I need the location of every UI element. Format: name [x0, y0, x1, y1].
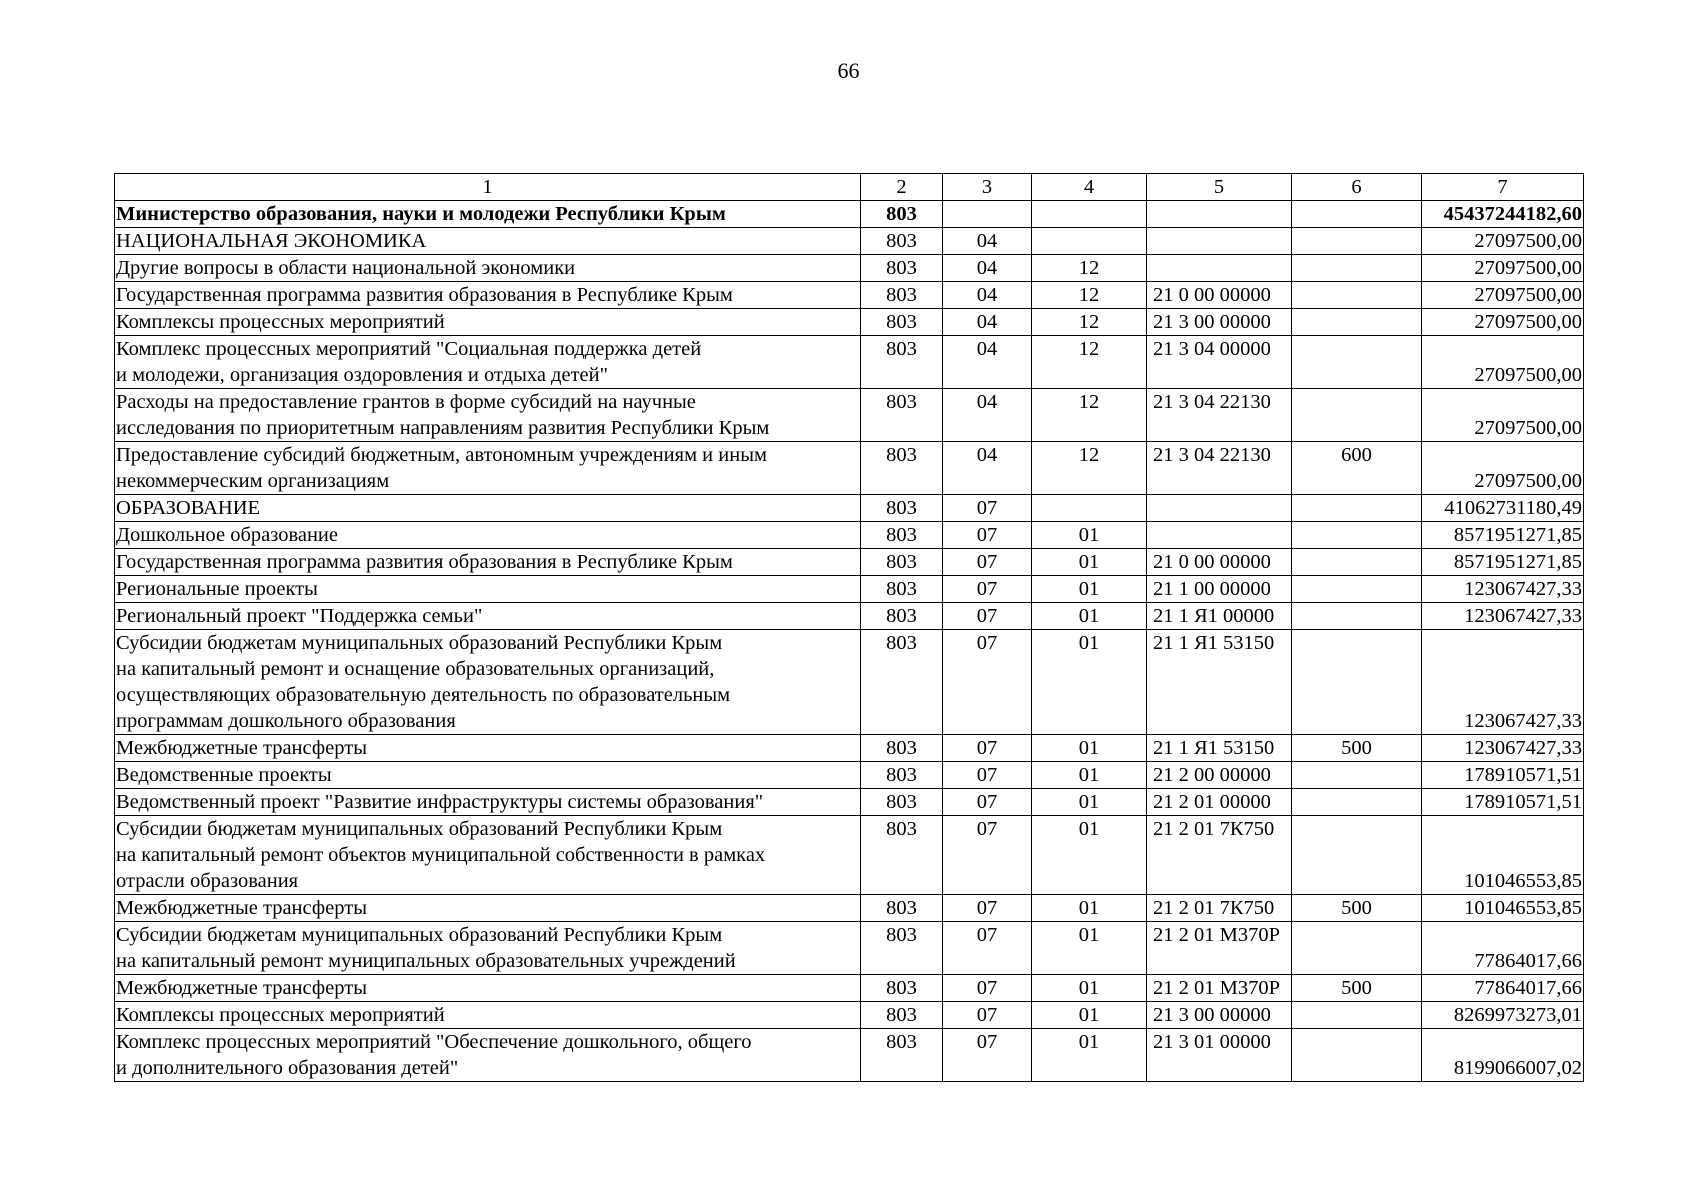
row-name-cell: Дошкольное образование — [115, 522, 861, 549]
table-row — [115, 228, 1584, 255]
row-sum-cell: 123067427,33 — [1422, 576, 1584, 603]
row-ved-cell: 803 — [861, 282, 943, 309]
row-ved-cell: 803 — [861, 762, 943, 789]
row-rz-cell: 07 — [943, 522, 1032, 549]
row-csr-cell: 21 1 Я1 53150 — [1147, 630, 1292, 735]
table-row — [115, 255, 1584, 282]
row-csr-cell: 21 2 01 М370Р — [1147, 922, 1292, 975]
page-number: 66 — [837, 58, 860, 83]
row-name-cell: Расходы на предоставление грантов в форме субсидий на научные исследования по приоритетным направлениям развития Республики Крым — [115, 389, 861, 442]
row-pr-cell: 01 — [1032, 895, 1147, 922]
row-vr-cell — [1292, 1029, 1422, 1082]
row-rz-cell: 04 — [943, 389, 1032, 442]
row-rz-cell: 07 — [943, 1029, 1032, 1082]
row-name-cell: Государственная программа развития образования в Республике Крым — [115, 282, 861, 309]
row-ved-cell: 803 — [861, 576, 943, 603]
row-name-cell: Субсидии бюджетам муниципальных образований Республики Крым на капитальный ремонт и оснащение образовательных организаций, осуществляющих образовательную деятельность по образовательным программам дошкольного образования — [115, 630, 861, 735]
row-rz-cell: 07 — [943, 816, 1032, 895]
row-csr-cell: 21 2 01 7К750 — [1147, 816, 1292, 895]
row-sum-cell: 77864017,66 — [1422, 922, 1584, 975]
row-csr-cell: 21 3 00 00000 — [1147, 309, 1292, 336]
row-ved-cell: 803 — [861, 255, 943, 282]
row-name-cell: Межбюджетные трансферты — [115, 895, 861, 922]
table-row — [115, 603, 1584, 630]
row-vr-cell — [1292, 228, 1422, 255]
row-ved-cell: 803 — [861, 922, 943, 975]
row-name-cell: Ведомственные проекты — [115, 762, 861, 789]
row-ved-cell: 803 — [861, 442, 943, 495]
row-pr-cell: 12 — [1032, 442, 1147, 495]
row-csr-cell: 21 1 Я1 00000 — [1147, 603, 1292, 630]
row-pr-cell: 12 — [1032, 309, 1147, 336]
table-row — [115, 282, 1584, 309]
table-row — [115, 1029, 1584, 1082]
table-row — [115, 762, 1584, 789]
row-ved-cell: 803 — [861, 201, 943, 228]
row-vr-cell: 500 — [1292, 975, 1422, 1002]
row-rz-cell: 07 — [943, 603, 1032, 630]
row-sum-cell: 8269973273,01 — [1422, 1002, 1584, 1029]
row-rz-cell: 07 — [943, 895, 1032, 922]
header-cell-pr: 4 — [1032, 174, 1147, 201]
row-vr-cell — [1292, 282, 1422, 309]
row-pr-cell: 01 — [1032, 762, 1147, 789]
row-sum-cell: 45437244182,60 — [1422, 201, 1584, 228]
row-ved-cell: 803 — [861, 309, 943, 336]
row-sum-cell: 8199066007,02 — [1422, 1029, 1584, 1082]
row-vr-cell: 500 — [1292, 735, 1422, 762]
row-vr-cell — [1292, 1002, 1422, 1029]
row-csr-cell: 21 1 00 00000 — [1147, 576, 1292, 603]
table-row — [115, 549, 1584, 576]
table-row — [115, 895, 1584, 922]
header-cell-csr: 5 — [1147, 174, 1292, 201]
row-ved-cell: 803 — [861, 816, 943, 895]
row-pr-cell: 01 — [1032, 630, 1147, 735]
row-name-cell: Ведомственный проект "Развитие инфраструктуры системы образования" — [115, 789, 861, 816]
row-vr-cell — [1292, 576, 1422, 603]
row-name-cell: Комплекс процессных мероприятий "Обеспечение дошкольного, общего и дополнительного образования детей" — [115, 1029, 861, 1082]
row-sum-cell: 27097500,00 — [1422, 309, 1584, 336]
row-pr-cell: 12 — [1032, 336, 1147, 389]
row-csr-cell: 21 0 00 00000 — [1147, 549, 1292, 576]
row-rz-cell: 04 — [943, 255, 1032, 282]
table-row — [115, 922, 1584, 975]
row-pr-cell: 12 — [1032, 282, 1147, 309]
row-rz-cell: 07 — [943, 1002, 1032, 1029]
table-row — [115, 442, 1584, 495]
row-sum-cell: 123067427,33 — [1422, 630, 1584, 735]
header-cell-sum: 7 — [1422, 174, 1584, 201]
row-name-cell: Региональные проекты — [115, 576, 861, 603]
row-name-cell: Межбюджетные трансферты — [115, 735, 861, 762]
row-csr-cell: 21 2 01 М370Р — [1147, 975, 1292, 1002]
row-ved-cell: 803 — [861, 630, 943, 735]
table-row — [115, 389, 1584, 442]
row-rz-cell: 04 — [943, 336, 1032, 389]
row-pr-cell — [1032, 201, 1147, 228]
row-vr-cell — [1292, 522, 1422, 549]
header-cell-rz: 3 — [943, 174, 1032, 201]
row-rz-cell: 07 — [943, 495, 1032, 522]
row-rz-cell: 07 — [943, 762, 1032, 789]
row-sum-cell: 123067427,33 — [1422, 735, 1584, 762]
row-vr-cell — [1292, 389, 1422, 442]
row-name-cell: Комплексы процессных мероприятий — [115, 1002, 861, 1029]
row-rz-cell: 04 — [943, 228, 1032, 255]
row-rz-cell: 07 — [943, 630, 1032, 735]
row-vr-cell — [1292, 922, 1422, 975]
row-pr-cell — [1032, 495, 1147, 522]
row-sum-cell: 77864017,66 — [1422, 975, 1584, 1002]
row-rz-cell: 07 — [943, 576, 1032, 603]
row-sum-cell: 27097500,00 — [1422, 255, 1584, 282]
row-vr-cell — [1292, 495, 1422, 522]
row-csr-cell: 21 2 00 00000 — [1147, 762, 1292, 789]
row-name-cell: Субсидии бюджетам муниципальных образований Республики Крым на капитальный ремонт муниципальных образовательных учреждений — [115, 922, 861, 975]
row-csr-cell — [1147, 495, 1292, 522]
row-vr-cell — [1292, 201, 1422, 228]
row-vr-cell — [1292, 309, 1422, 336]
row-name-cell: Субсидии бюджетам муниципальных образований Республики Крым на капитальный ремонт объектов муниципальной собственности в рамках отрасли образования — [115, 816, 861, 895]
row-csr-cell — [1147, 228, 1292, 255]
row-pr-cell — [1032, 228, 1147, 255]
row-ved-cell: 803 — [861, 1029, 943, 1082]
row-ved-cell: 803 — [861, 975, 943, 1002]
row-ved-cell: 803 — [861, 228, 943, 255]
row-name-cell: НАЦИОНАЛЬНАЯ ЭКОНОМИКА — [115, 228, 861, 255]
row-ved-cell: 803 — [861, 735, 943, 762]
table-row — [115, 495, 1584, 522]
table-row — [115, 1002, 1584, 1029]
row-vr-cell — [1292, 603, 1422, 630]
row-rz-cell — [943, 201, 1032, 228]
row-csr-cell: 21 3 00 00000 — [1147, 1002, 1292, 1029]
table-row — [115, 201, 1584, 228]
row-csr-cell — [1147, 522, 1292, 549]
row-sum-cell: 178910571,51 — [1422, 762, 1584, 789]
row-vr-cell — [1292, 630, 1422, 735]
row-csr-cell: 21 3 04 22130 — [1147, 442, 1292, 495]
row-sum-cell: 27097500,00 — [1422, 336, 1584, 389]
row-name-cell: Другие вопросы в области национальной экономики — [115, 255, 861, 282]
row-ved-cell: 803 — [861, 789, 943, 816]
row-sum-cell: 27097500,00 — [1422, 389, 1584, 442]
row-pr-cell: 01 — [1032, 576, 1147, 603]
row-ved-cell: 803 — [861, 603, 943, 630]
row-rz-cell: 07 — [943, 975, 1032, 1002]
row-sum-cell: 123067427,33 — [1422, 603, 1584, 630]
row-csr-cell: 21 1 Я1 53150 — [1147, 735, 1292, 762]
budget-table — [114, 173, 1584, 1082]
row-ved-cell: 803 — [861, 389, 943, 442]
row-csr-cell — [1147, 255, 1292, 282]
row-sum-cell: 101046553,85 — [1422, 816, 1584, 895]
row-csr-cell: 21 3 01 00000 — [1147, 1029, 1292, 1082]
row-rz-cell: 04 — [943, 442, 1032, 495]
table-row — [115, 576, 1584, 603]
table-header-row — [115, 174, 1584, 201]
row-name-cell: Предоставление субсидий бюджетным, автономным учреждениям и иным некоммерческим организациям — [115, 442, 861, 495]
row-pr-cell: 01 — [1032, 1002, 1147, 1029]
row-name-cell: Министерство образования, науки и молодежи Республики Крым — [115, 201, 861, 228]
row-sum-cell: 8571951271,85 — [1422, 549, 1584, 576]
row-ved-cell: 803 — [861, 1002, 943, 1029]
row-rz-cell: 07 — [943, 789, 1032, 816]
row-csr-cell: 21 3 04 22130 — [1147, 389, 1292, 442]
table-row — [115, 630, 1584, 735]
row-csr-cell: 21 2 01 00000 — [1147, 789, 1292, 816]
row-pr-cell: 01 — [1032, 922, 1147, 975]
row-sum-cell: 27097500,00 — [1422, 442, 1584, 495]
table-row — [115, 975, 1584, 1002]
row-vr-cell: 600 — [1292, 442, 1422, 495]
row-name-cell: Государственная программа развития образования в Республике Крым — [115, 549, 861, 576]
row-pr-cell: 12 — [1032, 389, 1147, 442]
row-sum-cell: 101046553,85 — [1422, 895, 1584, 922]
row-name-cell: Межбюджетные трансферты — [115, 975, 861, 1002]
row-csr-cell — [1147, 201, 1292, 228]
row-rz-cell: 07 — [943, 922, 1032, 975]
row-vr-cell — [1292, 549, 1422, 576]
row-ved-cell: 803 — [861, 495, 943, 522]
row-sum-cell: 41062731180,49 — [1422, 495, 1584, 522]
row-rz-cell: 07 — [943, 549, 1032, 576]
row-pr-cell: 01 — [1032, 735, 1147, 762]
row-name-cell: ОБРАЗОВАНИЕ — [115, 495, 861, 522]
row-pr-cell: 01 — [1032, 816, 1147, 895]
row-name-cell: Региональный проект "Поддержка семьи" — [115, 603, 861, 630]
row-csr-cell: 21 3 04 00000 — [1147, 336, 1292, 389]
header-cell-ved: 2 — [861, 174, 943, 201]
row-pr-cell: 01 — [1032, 1029, 1147, 1082]
row-sum-cell: 178910571,51 — [1422, 789, 1584, 816]
row-pr-cell: 01 — [1032, 789, 1147, 816]
row-name-cell: Комплексы процессных мероприятий — [115, 309, 861, 336]
row-vr-cell — [1292, 762, 1422, 789]
row-sum-cell: 27097500,00 — [1422, 282, 1584, 309]
row-ved-cell: 803 — [861, 336, 943, 389]
table-row — [115, 336, 1584, 389]
row-pr-cell: 01 — [1032, 549, 1147, 576]
row-rz-cell: 04 — [943, 282, 1032, 309]
header-cell-name: 1 — [115, 174, 861, 201]
row-ved-cell: 803 — [861, 549, 943, 576]
row-sum-cell: 8571951271,85 — [1422, 522, 1584, 549]
row-name-cell: Комплекс процессных мероприятий "Социальная поддержка детей и молодежи, организация оздоровления и отдыха детей" — [115, 336, 861, 389]
table-row — [115, 789, 1584, 816]
row-csr-cell: 21 2 01 7К750 — [1147, 895, 1292, 922]
row-pr-cell: 01 — [1032, 603, 1147, 630]
row-ved-cell: 803 — [861, 895, 943, 922]
row-vr-cell — [1292, 816, 1422, 895]
row-pr-cell: 01 — [1032, 522, 1147, 549]
table-row — [115, 735, 1584, 762]
row-rz-cell: 04 — [943, 309, 1032, 336]
row-pr-cell: 12 — [1032, 255, 1147, 282]
row-vr-cell — [1292, 336, 1422, 389]
row-csr-cell: 21 0 00 00000 — [1147, 282, 1292, 309]
row-ved-cell: 803 — [861, 522, 943, 549]
header-cell-vr: 6 — [1292, 174, 1422, 201]
table-row — [115, 309, 1584, 336]
row-sum-cell: 27097500,00 — [1422, 228, 1584, 255]
row-vr-cell — [1292, 255, 1422, 282]
table-row — [115, 816, 1584, 895]
row-rz-cell: 07 — [943, 735, 1032, 762]
row-pr-cell: 01 — [1032, 975, 1147, 1002]
row-vr-cell: 500 — [1292, 895, 1422, 922]
table-row — [115, 522, 1584, 549]
row-vr-cell — [1292, 789, 1422, 816]
